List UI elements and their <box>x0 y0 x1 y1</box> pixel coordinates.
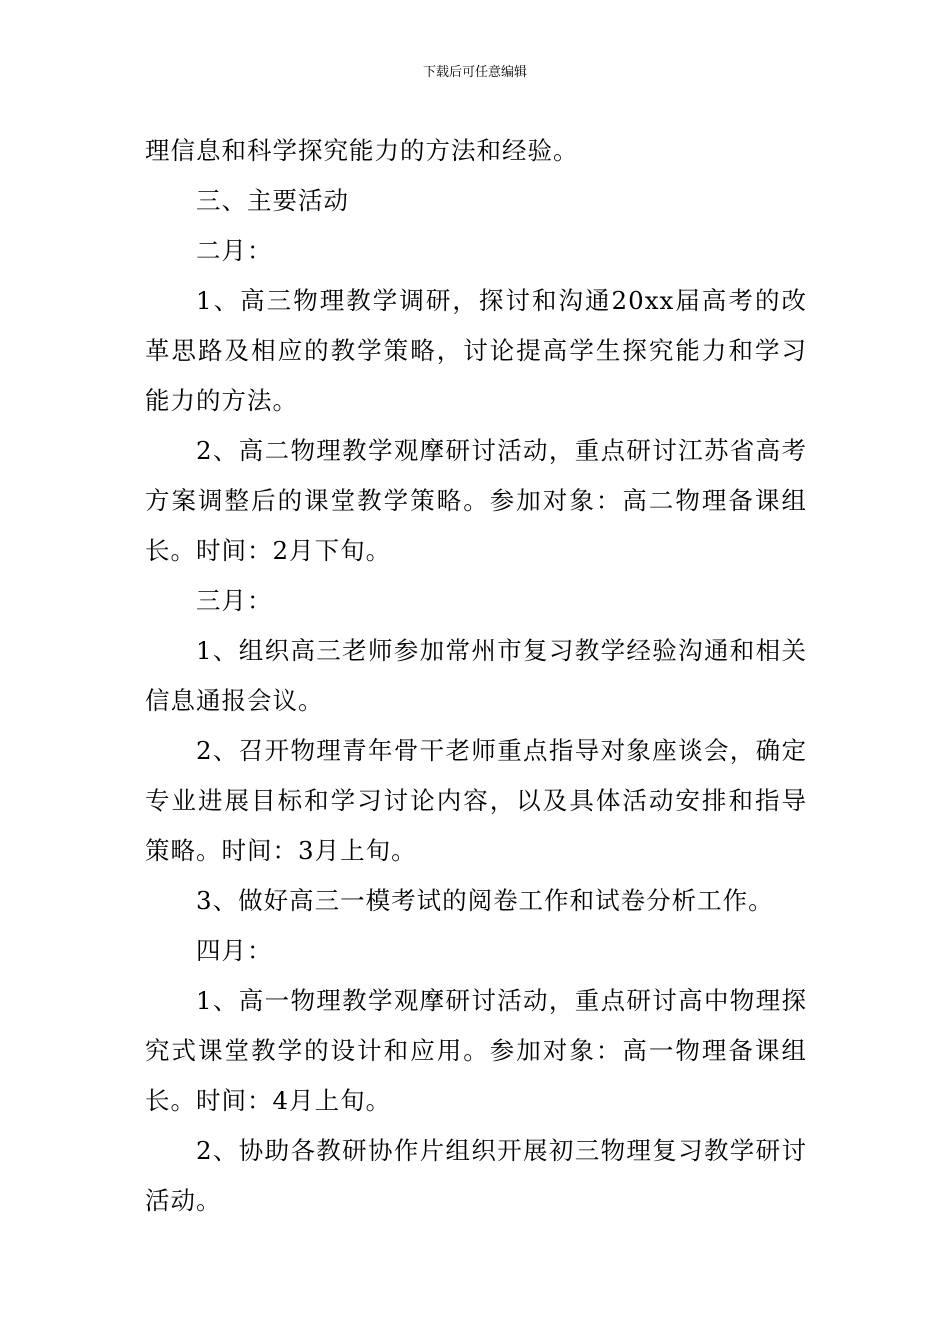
list-item: 1、组织高三老师参加常州市复习教学经验沟通和相关信息通报会议。 <box>145 636 807 715</box>
month-heading-february: 二月： <box>196 236 273 265</box>
list-item: 2、高二物理教学观摩研讨活动，重点研讨江苏省高考方案调整后的课堂教学策略。参加对象：高二物理备课组长。时间：2月下旬。 <box>145 436 807 565</box>
list-item: 1、高一物理教学观摩研讨活动，重点研讨高中物理探究式课堂教学的设计和应用。参加对象：高一物理备课组长。时间：4月上旬。 <box>145 986 807 1115</box>
list-item: 3、做好高三一模考试的阅卷工作和试卷分析工作。 <box>196 886 774 915</box>
document-body <box>145 126 807 1226</box>
paragraph-continuation: 理信息和科学探究能力的方法和经验。 <box>145 136 579 165</box>
section-heading-main-activities: 三、主要活动 <box>196 186 349 215</box>
list-item: 2、协助各教研协作片组织开展初三物理复习教学研讨活动。 <box>145 1136 807 1215</box>
list-item: 1、高三物理教学调研，探讨和沟通20xx届高考的改革思路及相应的教学策略，讨论提高学生探究能力和学习能力的方法。 <box>145 286 807 415</box>
page-header: 下载后可任意编辑 <box>422 65 527 80</box>
list-item: 2、召开物理青年骨干老师重点指导对象座谈会，确定专业进展目标和学习讨论内容，以及具体活动安排和指导策略。时间：3月上旬。 <box>145 736 807 865</box>
month-heading-april: 四月： <box>196 936 273 965</box>
month-heading-march: 三月： <box>196 586 273 615</box>
